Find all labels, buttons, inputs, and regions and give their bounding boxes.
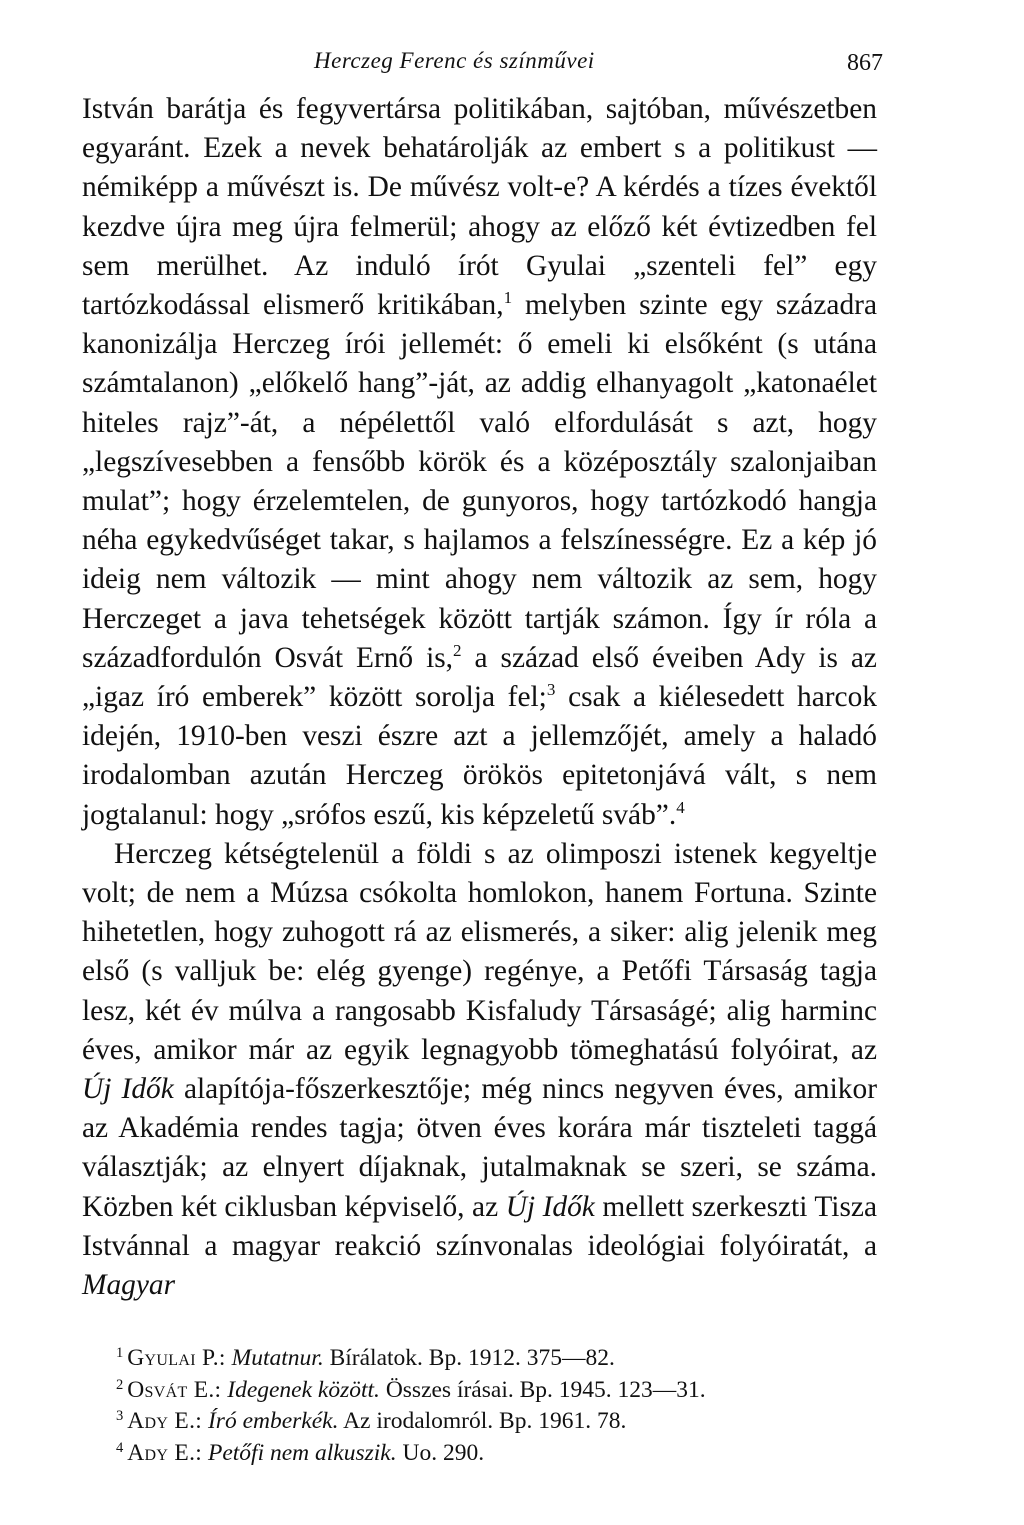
footnote-author: Ady E.: (127, 1408, 203, 1435)
footnote-4 (116, 1438, 877, 1470)
footnote-author: Gyulai P.: (127, 1345, 226, 1372)
paragraph-2 (82, 835, 877, 1305)
running-header (82, 40, 883, 90)
footnote-title: Idegenek között. (227, 1376, 380, 1403)
footnote-number: 1 (116, 1345, 124, 1362)
text-run: melyben szinte egy századra kanonizálja Herczeg írói jellemét: ő emeli ki elsőként (s utána számtalanon) „előkelő hang”-ját, az addig elhanyagolt „katonaélet hiteles rajz”-át, a népélettől való elfordulását s azt, hogy „legszívesebben a fensőbb körök és a középosztály szalonjaiban mulat”; hogy érzelemtelen, de gunyoros, hogy tartózkodó hangja néha egykedvűséget takar, s hajlamos a felszínességre. Ez a kép jó ideig nem változik — mint ahogy nem változik az sem, hogy Herczeget a java tehetségek között tartják számon. Így ír róla a századfordulón Osvát Ernő is, (82, 289, 877, 674)
footnote-rest: Bírálatok. Bp. 1912. 375—82. (323, 1345, 615, 1372)
paragraph-1 (82, 90, 877, 835)
text-run: István barátja és fegyvertársa politikában, sajtóban, művészetben egyaránt. Ezek a nevek behatárolják az embert s a politikust — némiképp a művészt is. De művész volt-e? A kérdés a tízes évektől kezdve újra meg újra felmerül; ahogy az előző két évtizedben fel sem merülhet. Az induló írót Gyulai „szenteli fel” egy tartózkodással elismerő kritikában, (82, 93, 877, 322)
journal-title: Új Idők (505, 1190, 595, 1223)
footnote-title: Író emberkék. (207, 1408, 339, 1435)
footnote-3 (116, 1406, 877, 1438)
footnote-rest: Uo. 290. (396, 1439, 485, 1466)
text-run: csak a kiélesedett harcok idején, 1910-ben veszi észre azt a jellemzőjét, amely a haladó irodalomban azután Herczeg örökös epitetonjává vált, s nem jogtalanul: hogy „srófos eszű, kis képzeletű sváb”. (82, 681, 877, 831)
footnotes (116, 1343, 877, 1469)
footnote-title: Petőfi nem alkuszik. (207, 1439, 397, 1466)
footnote-number: 2 (116, 1376, 124, 1393)
journal-title: Magyar (82, 1269, 176, 1302)
footnote-title: Mutatnur. (231, 1345, 324, 1372)
footnote-rest: Összes írásai. Bp. 1945. 123—31. (379, 1376, 706, 1403)
page-number: 867 (847, 50, 883, 76)
text-run: a század első éveiben Ady is az „igaz író emberek” között sorolja fel; (82, 641, 877, 714)
footnote-number: 3 (116, 1408, 124, 1425)
journal-title: Új Idők (82, 1073, 174, 1106)
footnote-ref-3: 3 (546, 679, 556, 699)
footnote-2 (116, 1375, 877, 1407)
text-run: mellett szerkeszti Tisza Istvánnal a magyar reakció színvonalas ideológiai folyóiratát, a (82, 1190, 878, 1262)
book-page (82, 40, 883, 1469)
footnote-number: 4 (116, 1439, 124, 1456)
footnote-ref-1: 1 (503, 287, 513, 307)
footnote-ref-4: 4 (676, 797, 685, 817)
footnote-ref-2: 2 (453, 640, 462, 660)
text-run: Herczeg kétségtelenül a földi s az olimposzi istenek kegyeltje volt; de nem a Múzsa csókolta homlokon, hanem Fortuna. Szinte hihetetlen, hogy zuhogott rá az elismerés, a siker: alig jelenik meg első (s valljuk be: elég gyenge) regénye, a Petőfi Társaság tagja lesz, két év múlva a rangosabb Kisfaludy Társaságé; alig harminc éves, amikor már az egyik legnagyobb tömeghatású folyóirat, az (82, 837, 877, 1066)
running-title: Herczeg Ferenc és színművei (314, 48, 595, 73)
body-text (82, 90, 877, 1305)
footnote-1 (116, 1343, 877, 1375)
footnote-author: Osvát E.: (127, 1376, 222, 1403)
footnote-author: Ady E.: (127, 1439, 203, 1466)
text-run: alapítója-főszerkesztője; még nincs negyven éves, amikor az Akadémia rendes tagja; ötven éves korára már tiszteleti taggá választják; az elnyert díjaknak, jutalmaknak se szeri, se száma. Közben két ciklusban képviselő, az (82, 1073, 877, 1223)
footnote-rest: Az irodalomról. Bp. 1961. 78. (338, 1408, 627, 1435)
